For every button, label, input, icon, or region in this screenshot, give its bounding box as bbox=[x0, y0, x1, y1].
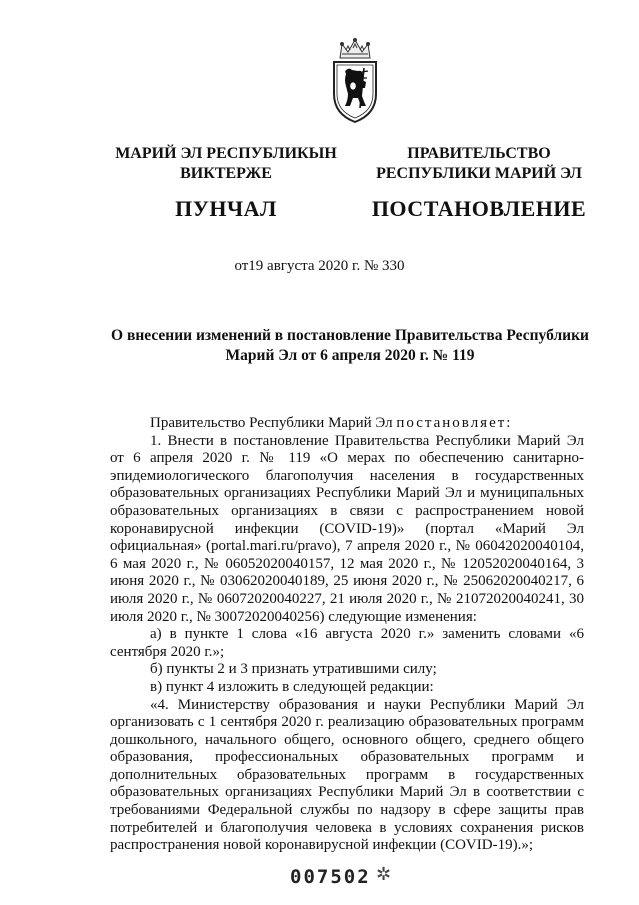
header-right bbox=[366, 144, 592, 222]
body-paragraph-b: б) пункты 2 и 3 признать утратившими силу; bbox=[150, 661, 437, 678]
ornament-star-icon: ✲ bbox=[376, 864, 392, 884]
header-right-title: ПОСТАНОВЛЕНИЕ bbox=[371, 196, 587, 221]
header-right-line2: РЕСПУБЛИКИ МАРИЙ ЭЛ bbox=[376, 165, 582, 182]
body-paragraph-4: «4. Министерству образования и науки Республики Марий Эл организовать с 1 сентября 2020 г. реализацию образовательных программ дошкольного, начального общего, основного общего, среднего общего образования, профессиональных образовательных программ и дополнительных образовательных программ в государственных образовательных организациях Республики Марий Эл в соответствии с требованиями Федеральной службы по надзору в сфере защиты прав потребителей и благополучия человека в условиях сохранения рисков распространения новой коронавирусной инфекции (COVID-19).»; bbox=[110, 696, 584, 854]
document-subject bbox=[100, 326, 600, 366]
header-left bbox=[100, 144, 352, 222]
header-left-line1: МАРИЙ ЭЛ РЕСПУБЛИКЫН bbox=[115, 145, 337, 162]
header-left-title: ПУНЧАЛ bbox=[175, 196, 277, 221]
header-right-line1: ПРАВИТЕЛЬСТВО bbox=[407, 145, 551, 162]
intro-prefix: Правительство Республики Марий Эл bbox=[150, 415, 397, 431]
document-body bbox=[110, 415, 584, 855]
serial-number: 007502 bbox=[290, 866, 371, 888]
body-paragraph-a: а) в пункте 1 слова «16 августа 2020 г.» заменить словами «6 сентября 2020 г.»; bbox=[110, 626, 584, 660]
body-intro bbox=[110, 415, 584, 433]
intro-decree-word: постановляет: bbox=[396, 415, 513, 431]
coat-of-arms-icon bbox=[328, 38, 382, 124]
body-paragraph-c: в) пункт 4 изложить в следующей редакции: bbox=[150, 678, 434, 695]
header-left-line2: ВИКТЕРЖЕ bbox=[180, 165, 272, 182]
body-paragraph-1: 1. Внести в постановление Правительства Республики Марий Эл от 6 апреля 2020 г. № 119 «О мерах по обеспечению санитарно-эпидемиологического благополучия населения в государственных образовательных организациях Республики Марий Эл и муниципальных образовательных организациях в связи с распространением новой коронавирусной инфекции (COVID-19)» (портал «Марий Эл официальная» (portal.mari.ru/pravo), 7 апреля 2020 г., № 06042020040104, 6 мая 2020 г., № 06052020040157, 12 мая 2020 г., № 12052020040164, 3 июня 2020 г., № 03062020040189, 25 июня 2020 г., № 25062020040217, 6 июля 2020 г., № 06072020040227, 21 июля 2020 г., № 21072020040241, 30 июля 2020 г., № 30072020040256) следующие изменения: bbox=[110, 432, 584, 625]
subject-line2: Марий Эл от 6 апреля 2020 г. № 119 bbox=[225, 347, 475, 364]
document-date-number: от19 августа 2020 г. № 330 bbox=[234, 258, 405, 274]
subject-line1: О внесении изменений в постановление Правительства Республики bbox=[111, 327, 589, 344]
